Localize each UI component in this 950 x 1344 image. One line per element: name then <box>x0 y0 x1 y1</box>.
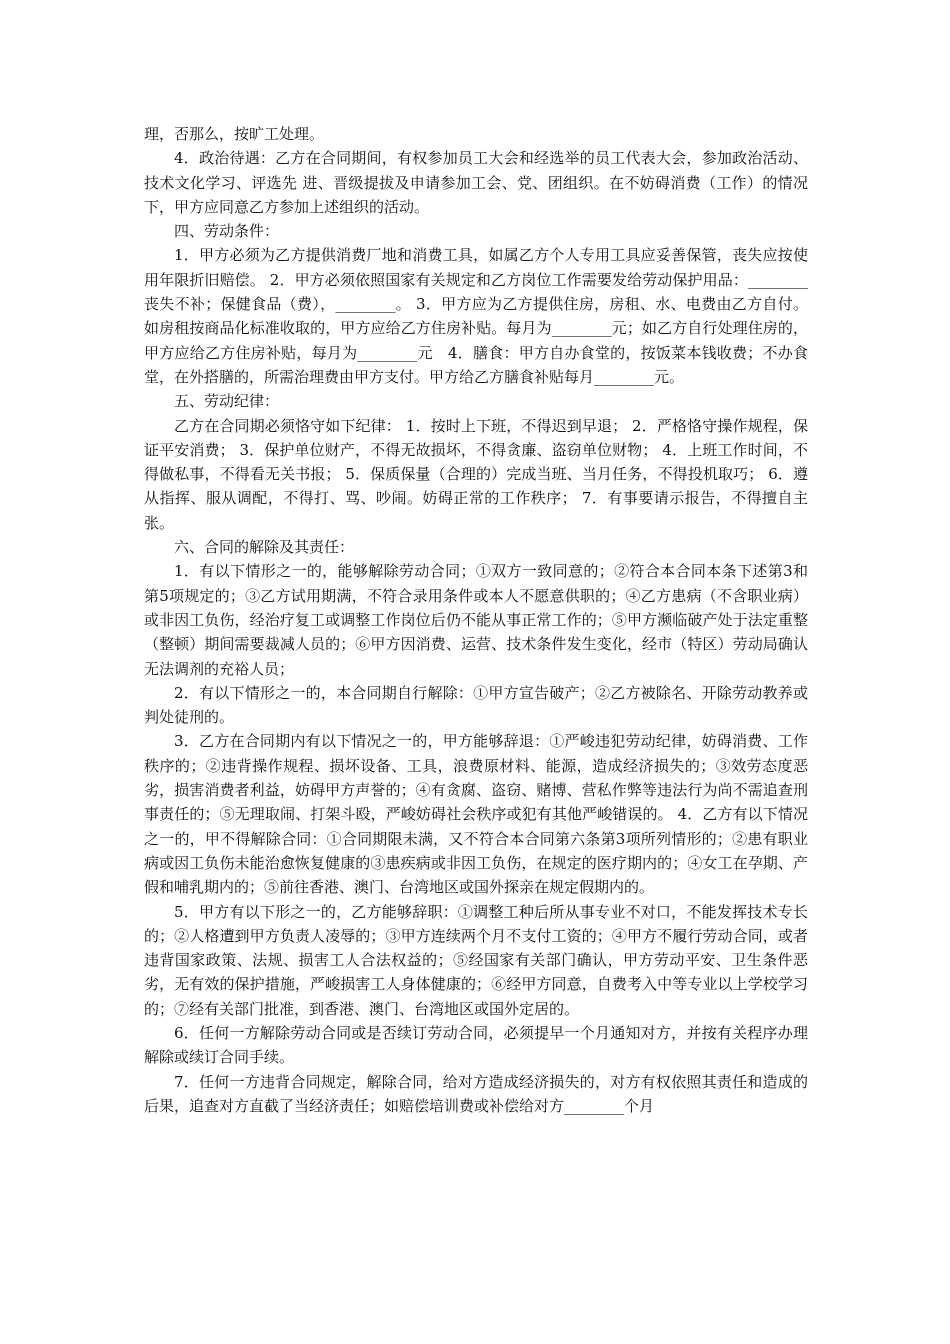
paragraph-termination-item-6: 6．任何一方解除劳动合同或是否续订劳动合同，必须提早一个月通知对方，并按有关程序办理解除或续订合同手续。 <box>144 1023 808 1067</box>
paragraph-termination-item-7: 7．任何一方违背合同规定，解除合同，给对方造成经济损失的，对方有权依照其责任和造成的后果，追查对方直截了当经济责任；如赔偿培训费或补偿给对方________个月 <box>144 1072 808 1115</box>
document-body <box>144 122 808 1118</box>
section-heading-labor-conditions: 四、劳动条件： <box>174 222 280 241</box>
section-heading-labor-discipline: 五、劳动纪律： <box>174 392 280 411</box>
paragraph-labor-conditions: 1．甲方必须为乙方提供消费厂地和消费工具，如属乙方个人专用工具应妥善保管，丧失应按使用年限折旧赔偿。 2．甲方必须依照国家有关规定和乙方岗位工作需要发给劳动保护用品：________丧失不补；保健食品（费），________。 3．甲方应为乙方提供住房，房租、水、电费由乙方自付。如房租按商品化标准收取的，甲方应给乙方住房补贴。每月为________元；如乙方自行处理住房的，甲方应给乙方住房补贴，每月为________元 4．膳食：甲方自办食堂的，按饭菜本钱收费；不办食堂，在外搭膳的，所需治理费由甲方支付。甲方给乙方膳食补贴每月________元。 <box>144 246 808 386</box>
paragraph-labor-discipline: 乙方在合同期必须恪守如下纪律： 1．按时上下班，不得迟到早退； 2．严格恪守操作规程，保证平安消费； 3．保护单位财产，不得无故损坏，不得贪廉、盗窃单位财物； 4．上班工作时间，不得做私事，不得看无关书报； 5．保质保量（合理的）完成当班、当月任务，不得投机取巧； 6．遵从指挥、服从调配，不得打、骂、吵闹。妨碍正常的工作秩序； 7．有事要请示报告，不得擅自主张。 <box>144 416 808 532</box>
paragraph-termination-item-1: 1．有以下情形之一的，能够解除劳动合同；①双方一致同意的；②符合本合同本条下述第3和第5项规定的；③乙方试用期满，不符合录用条件或本人不愿意供职的；④乙方患病（不含职业病）或非因工负伤，经治疗复工或调整工作岗位后仍不能从事正常工作的；⑤甲方濒临破产处于法定重整（整顿）期间需要裁减人员的；⑥甲方因消费、运营、技术条件发生变化，经市（特区）劳动局确认无法调剂的充裕人员； <box>144 562 808 678</box>
paragraph-continuation: 理，否那么，按旷工处理。 <box>144 125 325 143</box>
paragraph-political-treatment: 4．政治待遇：乙方在合同期间，有权参加员工大会和经选举的员工代表大会，参加政治活动、技术文化学习、评选先 进、晋级提拔及申请参加工会、党、团组织。在不妨碍消费（工作）的情况下，甲方应同意乙方参加上述组织的活动。 <box>144 149 808 216</box>
paragraph-termination-item-3-4: 3．乙方在合同期内有以下情况之一的，甲方能够辞退：①严峻违犯劳动纪律，妨碍消费、工作秩序的；②违背操作规程、损坏设备、工具，浪费原材料、能源，造成经济损失的；③效劳态度恶劣，损害消费者利益，妨碍甲方声誉的；④有贪腐、盗窃、赌博、营私作弊等违法行为尚不需追查刑事责任的；⑤无理取闹、打架斗殴，严峻妨碍社会秩序或犯有其他严峻错误的。 4．乙方有以下情况之一的，甲不得解除合同：①合同期限未满，又不符合本合同第六条第3项所列情形的；②患有职业病或因工负伤未能治愈恢复健康的③患疾病或非因工负伤，在规定的医疗期内的；④女工在孕期、产假和哺乳期内的；⑤前往香港、澳门、台湾地区或国外探亲在规定假期内的。 <box>144 732 808 897</box>
paragraph-termination-item-2: 2．有以下情形之一的，本合同期自行解除：①甲方宣告破产；②乙方被除名、开除劳动教养或判处徒刑的。 <box>144 683 808 727</box>
paragraph-termination-item-5: 5．甲方有以下形之一的，乙方能够辞职：①调整工种后所从事专业不对口，不能发挥技术专长的；②人格遭到甲方负责人凌辱的；③甲方连续两个月不支付工资的；④甲方不履行劳动合同，或者违背国家政策、法规、损害工人合法权益的；⑤经国家有关部门确认，甲方劳动平安、卫生条件恶劣，无有效的保护措施，严峻损害工人身体健康的；⑥经甲方同意，自费考入中等专业以上学校学习的；⑦经有关部门批准，到香港、澳门、台湾地区或国外定居的。 <box>144 902 808 1018</box>
section-heading-contract-termination: 六、合同的解除及其责任： <box>174 538 355 557</box>
